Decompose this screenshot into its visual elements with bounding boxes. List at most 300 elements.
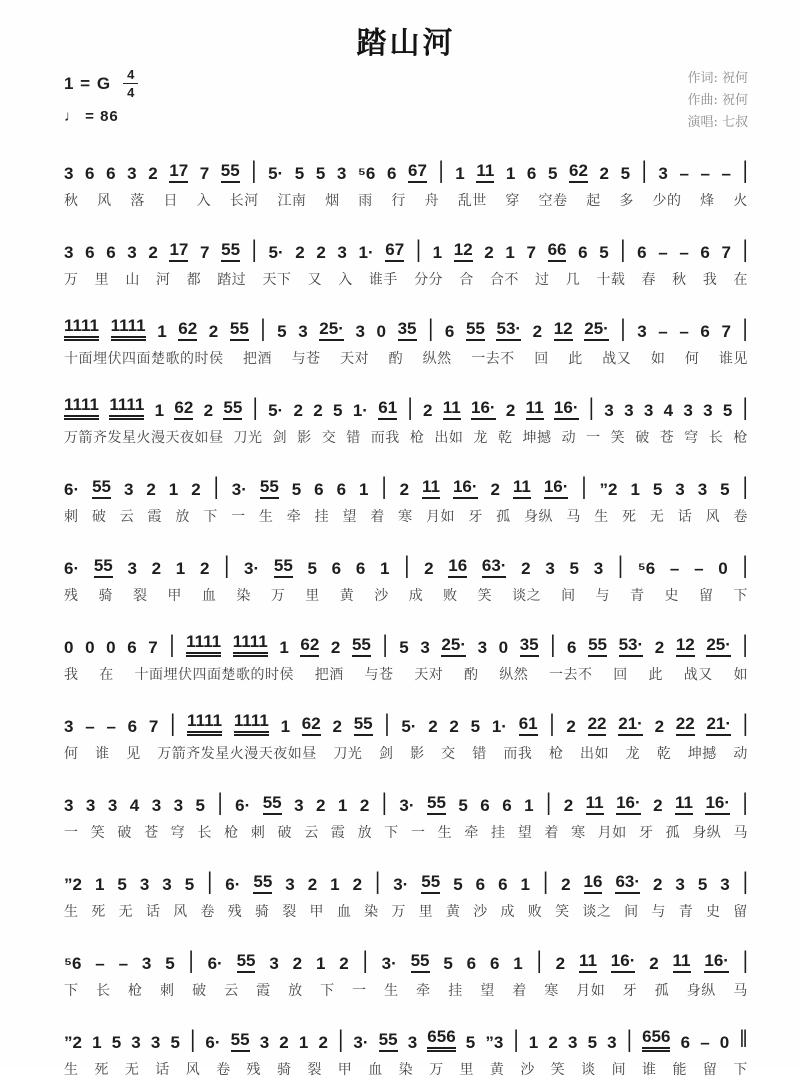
note-token: 4	[663, 400, 674, 420]
lyric-token: 留	[702, 1061, 718, 1078]
lyric-token: 秋	[64, 192, 79, 209]
note-token: 16·	[453, 477, 478, 500]
note-token: 6	[567, 637, 577, 657]
lyric-token: 黄	[489, 1061, 505, 1078]
lyric-token: 见	[126, 745, 141, 762]
note-token: 3	[604, 400, 614, 420]
key-tempo-block	[64, 68, 138, 125]
lyric-token: 残	[227, 903, 243, 920]
lyric-token: 骑	[276, 1061, 292, 1078]
lyric-token: 霞	[256, 982, 271, 999]
note-token: 2	[146, 479, 156, 499]
lyric-token: 生	[258, 508, 274, 525]
note-token: 55	[263, 793, 282, 816]
barline: |	[549, 711, 555, 738]
lyric-token: 留	[733, 903, 748, 920]
score-line	[64, 1027, 748, 1079]
lyric-token: 挂	[314, 508, 330, 525]
barline: |	[742, 948, 748, 975]
note-token: 2	[548, 1032, 558, 1052]
lyric-token: 破	[635, 429, 650, 446]
lyric-token: 一	[352, 982, 367, 999]
barline: |	[742, 395, 748, 422]
barline: |	[513, 1027, 519, 1054]
note-token: ”2	[64, 874, 82, 894]
barline: |	[188, 948, 194, 975]
note-token: 5	[720, 479, 730, 499]
note-token: 6	[331, 558, 342, 578]
lyric-token: 青	[630, 587, 645, 604]
lyric-token: 生	[594, 508, 609, 525]
note-token: 62	[300, 635, 319, 658]
time-signature	[123, 68, 138, 99]
note-token: 55	[421, 872, 440, 895]
note-token: 67	[408, 161, 427, 184]
note-token: 2	[148, 242, 158, 262]
note-token: ”2	[599, 479, 618, 499]
barline: |	[620, 316, 626, 343]
lyric-token: 笑	[610, 429, 626, 446]
note-token: 66	[548, 240, 567, 263]
note-token: 656	[427, 1027, 455, 1053]
lyric-token: 回	[534, 350, 549, 367]
lyrics-row	[64, 190, 748, 210]
note-token: 0	[719, 1032, 730, 1052]
lyric-token: 战又	[602, 350, 632, 367]
lyric-token: 如	[650, 350, 666, 367]
lyric-token: 与苍	[364, 666, 394, 683]
lyric-token: 落	[130, 192, 145, 209]
note-token: 6	[85, 163, 95, 183]
lyric-token: 谁见	[718, 350, 748, 367]
note-token: 2	[484, 242, 494, 262]
note-token: 55	[230, 319, 249, 342]
lyric-token: 踏过	[217, 271, 247, 288]
note-token: 2	[148, 163, 158, 183]
note-token: 25·	[319, 319, 344, 342]
lyric-token: 谁	[95, 745, 110, 762]
note-token: 0	[106, 637, 116, 657]
note-token: 3	[123, 479, 134, 499]
note-token: 2	[422, 400, 433, 420]
note-token: 2	[653, 795, 663, 815]
note-token: 5	[458, 795, 468, 815]
note-token: 55	[379, 1030, 398, 1053]
note-token: 25·	[584, 319, 609, 342]
lyric-token: 望	[480, 982, 495, 999]
notes-row	[64, 395, 748, 420]
note-token: 1	[280, 716, 291, 736]
note-token: 3·	[231, 479, 247, 499]
note-token: 16·	[554, 398, 579, 421]
barline: |	[742, 316, 748, 343]
lyric-token: 败	[527, 903, 543, 920]
lyric-token: 烽	[700, 192, 715, 209]
note-token: 5	[599, 242, 609, 262]
lyric-token: 谈	[581, 1061, 596, 1078]
lyric-token: 染	[398, 1061, 414, 1078]
note-token: 1	[315, 953, 326, 973]
note-token: 2	[295, 242, 305, 262]
note-token: 55	[466, 319, 485, 342]
lyric-token: 剑	[272, 429, 288, 446]
note-token: 1111	[111, 316, 146, 342]
barline: |	[170, 711, 176, 738]
lyric-token: 乱世	[457, 192, 487, 209]
note-token: 7	[199, 163, 210, 183]
note-token: 3	[355, 321, 365, 341]
barline: |	[742, 158, 748, 185]
lyric-token: 染	[236, 587, 251, 604]
lyric-token: 分分	[414, 271, 444, 288]
note-token: 12	[454, 240, 473, 263]
note-token: 11	[513, 477, 531, 500]
lyric-token: 沙	[374, 587, 389, 604]
lyric-token: 枪	[409, 429, 425, 446]
lyric-token: 都	[186, 271, 202, 288]
note-token: 3·	[244, 558, 260, 578]
lyrics-row	[64, 822, 748, 842]
note-token: –	[85, 716, 95, 736]
note-token: 55	[221, 161, 240, 184]
lyric-token: 雨	[358, 192, 373, 209]
note-token: 1	[168, 479, 179, 499]
lyric-token: 寒	[571, 824, 586, 841]
lyric-token: 史	[705, 903, 721, 920]
lyric-token: 我	[702, 271, 718, 288]
barline: |	[742, 869, 748, 896]
note-token: 3	[64, 242, 74, 262]
note-token: 2	[313, 400, 323, 420]
credit-lyricist: 作词: 祝何	[687, 71, 748, 86]
barline: |	[338, 1027, 344, 1054]
note-token: 61	[519, 714, 538, 737]
lyric-token: 月如	[425, 508, 455, 525]
lyric-token: 身纵	[524, 508, 553, 525]
lyric-token: 纵然	[499, 666, 529, 683]
note-token: 5	[195, 795, 205, 815]
lyrics-row	[64, 980, 748, 1000]
note-token: 6	[106, 163, 116, 183]
lyric-token: 牵	[464, 824, 479, 841]
note-token: 5	[569, 558, 579, 578]
barline: |	[742, 237, 748, 264]
lyric-token: 十载	[596, 271, 626, 288]
lyric-token: 裂	[132, 587, 148, 604]
note-token: –	[679, 321, 689, 341]
lyric-token: 而我	[370, 429, 400, 446]
note-token: 1	[524, 795, 534, 815]
note-token: 1	[175, 558, 186, 578]
lyric-token: 与苍	[291, 350, 321, 367]
barline: |	[620, 237, 626, 264]
lyric-token: 几	[565, 271, 581, 288]
note-token: 3	[337, 242, 347, 262]
note-token: 5	[315, 163, 326, 183]
note-token: 3·	[399, 795, 415, 815]
lyric-token: 十面埋伏四面楚歌的时侯	[64, 350, 224, 367]
lyrics-row	[64, 348, 748, 368]
note-token: 1	[380, 558, 390, 578]
barline: |	[207, 869, 213, 896]
lyric-token: 枪	[548, 745, 564, 762]
note-token: 55	[411, 951, 430, 974]
lyric-token: 刺	[250, 824, 266, 841]
note-token: 3	[703, 400, 713, 420]
lyric-token: 剑	[378, 745, 394, 762]
lyric-token: 黄	[445, 903, 461, 920]
score-line	[64, 790, 748, 842]
lyric-token: 死	[622, 508, 637, 525]
note-token: 5	[277, 321, 287, 341]
lyric-token: 败	[443, 587, 458, 604]
note-token: 16·	[611, 951, 636, 974]
lyrics-row	[64, 427, 748, 447]
barline: |	[588, 395, 594, 422]
note-token: 6	[106, 242, 116, 262]
lyric-token: 霞	[330, 824, 346, 841]
lyric-token: 望	[342, 508, 357, 525]
note-token: 5·	[268, 242, 284, 262]
note-token: 61	[378, 398, 397, 421]
key-label: 1 = G	[64, 73, 112, 93]
lyric-token: 万	[429, 1061, 444, 1078]
note-token: 1	[520, 874, 530, 894]
note-token: 25·	[706, 635, 731, 658]
credit-singer: 演唱: 七叔	[687, 115, 748, 131]
note-token: 1	[359, 479, 369, 499]
note-token: 11	[526, 398, 544, 421]
note-token: 3	[131, 1032, 141, 1052]
lyric-token: 何	[64, 745, 79, 762]
lyric-token: 里	[418, 903, 434, 920]
lyric-token: 黄	[339, 587, 355, 604]
note-token: 7	[526, 242, 536, 262]
note-token: 0	[376, 321, 386, 341]
note-token: 2	[307, 874, 318, 894]
note-token: 21·	[618, 714, 643, 737]
lyric-token: 万	[270, 587, 286, 604]
lyric-token: 成	[408, 587, 424, 604]
note-token: 2	[203, 400, 214, 420]
note-token: 3	[85, 795, 96, 815]
note-token: 5	[184, 874, 195, 894]
note-token: 0	[498, 637, 509, 657]
barline: |	[550, 632, 556, 659]
lyric-token: 孤	[654, 982, 670, 999]
lyric-token: 下	[320, 982, 335, 999]
lyric-token: 下	[64, 982, 79, 999]
lyric-token: 无	[649, 508, 665, 525]
note-token: 6·	[64, 479, 80, 499]
note-token: 2	[652, 874, 663, 894]
note-token: 6	[637, 242, 647, 262]
lyric-token: 穹	[684, 429, 699, 446]
lyric-token: 云	[224, 982, 239, 999]
lyric-token: 万	[391, 903, 406, 920]
note-token: 16·	[616, 793, 641, 816]
note-token: 0	[718, 558, 728, 578]
lyric-token: 火	[733, 192, 748, 209]
lyric-token: 空卷	[538, 192, 568, 209]
lyric-token: 一去不	[471, 350, 515, 367]
lyric-token: 影	[410, 745, 425, 762]
note-token: –	[679, 242, 689, 262]
lyric-token: 一	[410, 824, 426, 841]
note-token: 22	[588, 714, 607, 737]
note-token: 2	[654, 716, 665, 736]
note-token: 2	[208, 321, 219, 341]
note-token: 6	[85, 242, 95, 262]
note-token: 62	[302, 714, 321, 737]
note-token: 12	[554, 319, 573, 342]
note-token: 2	[316, 242, 326, 262]
lyric-token: 着	[544, 824, 559, 841]
lyric-token: 长河	[229, 192, 259, 209]
barline: |	[384, 711, 390, 738]
barline: |	[404, 553, 410, 580]
note-token: –	[669, 558, 680, 578]
note-token: 2	[330, 637, 341, 657]
lyric-token: 烟	[325, 192, 340, 209]
notes-row	[64, 948, 748, 973]
lyric-token: 笑	[555, 903, 570, 920]
lyrics-row	[64, 664, 748, 684]
note-token: 6	[526, 163, 537, 183]
note-token: 55	[94, 556, 113, 579]
barline: |	[190, 1027, 196, 1054]
note-token: 2	[555, 953, 566, 973]
note-token: –	[658, 321, 668, 341]
note-token: ⁵6	[637, 558, 656, 578]
lyric-token: 下	[384, 824, 399, 841]
barline: |	[362, 948, 368, 975]
note-token: 1	[528, 1032, 539, 1052]
lyric-token: 血	[201, 587, 217, 604]
note-token: 5	[453, 874, 463, 894]
note-token: 3	[139, 874, 150, 894]
barline: |	[407, 395, 413, 422]
lyric-token: 残	[64, 587, 79, 604]
note-token: 6	[466, 953, 477, 973]
note-token: 5	[722, 400, 733, 420]
score-line	[64, 869, 748, 921]
note-token: 11	[443, 398, 461, 421]
lyric-token: 骑	[254, 903, 270, 920]
note-token: 55	[588, 635, 607, 658]
lyric-token: 此	[648, 666, 663, 683]
lyric-token: 生	[64, 1061, 79, 1078]
note-token: 6	[498, 874, 508, 894]
lyric-token: 龙	[625, 745, 641, 762]
lyric-token: 牙	[638, 824, 654, 841]
lyric-token: 谈之	[512, 587, 542, 604]
note-token: 21·	[706, 714, 731, 737]
note-token: 35	[520, 635, 539, 658]
lyric-token: 动	[733, 745, 748, 762]
note-token: ”3	[485, 1032, 504, 1052]
note-token: 5	[399, 637, 409, 657]
note-token: 2	[599, 163, 609, 183]
note-token: 3	[127, 558, 137, 578]
note-token: 1	[630, 479, 640, 499]
lyric-token: 甲	[309, 903, 325, 920]
note-token: 55	[354, 714, 373, 737]
note-token: 7	[200, 242, 210, 262]
lyric-token: 万	[64, 271, 79, 288]
note-token: 1	[157, 321, 167, 341]
lyric-token: 谁手	[368, 271, 398, 288]
barline: |	[742, 474, 748, 501]
lyric-token: 血	[368, 1061, 383, 1078]
lyric-token: 万箭齐发星火漫天夜如昼	[157, 745, 317, 762]
note-token: 1	[513, 953, 523, 973]
note-token: 5	[117, 874, 127, 894]
note-token: 3	[420, 637, 430, 657]
note-token: 2	[318, 1032, 328, 1052]
note-token: 5	[443, 953, 453, 973]
note-token: 1	[330, 874, 340, 894]
note-token: 5·	[401, 716, 417, 736]
lyric-token: 交	[321, 429, 337, 446]
note-token: 3	[150, 1032, 161, 1052]
lyrics-row	[64, 506, 748, 526]
lyric-token: 着	[370, 508, 385, 525]
note-token: 6·	[235, 795, 251, 815]
barline: |	[381, 474, 387, 501]
lyric-token: 乾	[656, 745, 672, 762]
note-token: –	[679, 163, 689, 183]
note-token: 5	[307, 558, 317, 578]
note-token: 3	[259, 1032, 270, 1052]
lyric-token: 风	[185, 1061, 201, 1078]
score-line	[64, 711, 748, 763]
note-token: 6	[700, 242, 710, 262]
note-token: 3	[269, 953, 279, 973]
note-token: 3	[624, 400, 634, 420]
barline: |	[581, 474, 587, 501]
notes-row	[64, 158, 748, 183]
lyric-token: 起	[586, 192, 601, 209]
note-token: 6	[480, 795, 490, 815]
note-token: 2	[151, 558, 162, 578]
lyric-token: 行	[391, 192, 406, 209]
lyrics-row	[64, 1059, 748, 1079]
note-token: 22	[676, 714, 695, 737]
lyric-token: 下	[733, 587, 748, 604]
lyric-token: 刀光	[333, 745, 363, 762]
lyric-token: 卷	[200, 903, 215, 920]
lyric-token: 影	[297, 429, 312, 446]
note-token: 1	[432, 242, 443, 262]
lyric-token: 挂	[491, 824, 506, 841]
note-token: 1111	[109, 395, 144, 421]
lyrics-row	[64, 585, 748, 605]
note-token: 3	[607, 1032, 617, 1052]
lyric-token: 骑	[98, 587, 113, 604]
note-token: 63·	[615, 872, 640, 895]
lyric-token: 入	[196, 192, 212, 209]
note-token: 1111	[233, 632, 268, 658]
lyric-token: 交	[441, 745, 456, 762]
credit-composer: 作曲: 祝何	[687, 93, 748, 109]
note-token: 6·	[207, 953, 223, 973]
note-token: 3	[675, 874, 685, 894]
note-token: 5	[620, 163, 631, 183]
lyric-token: 笑	[477, 587, 493, 604]
barline: ‖	[739, 1027, 748, 1054]
note-token: 6	[489, 953, 500, 973]
